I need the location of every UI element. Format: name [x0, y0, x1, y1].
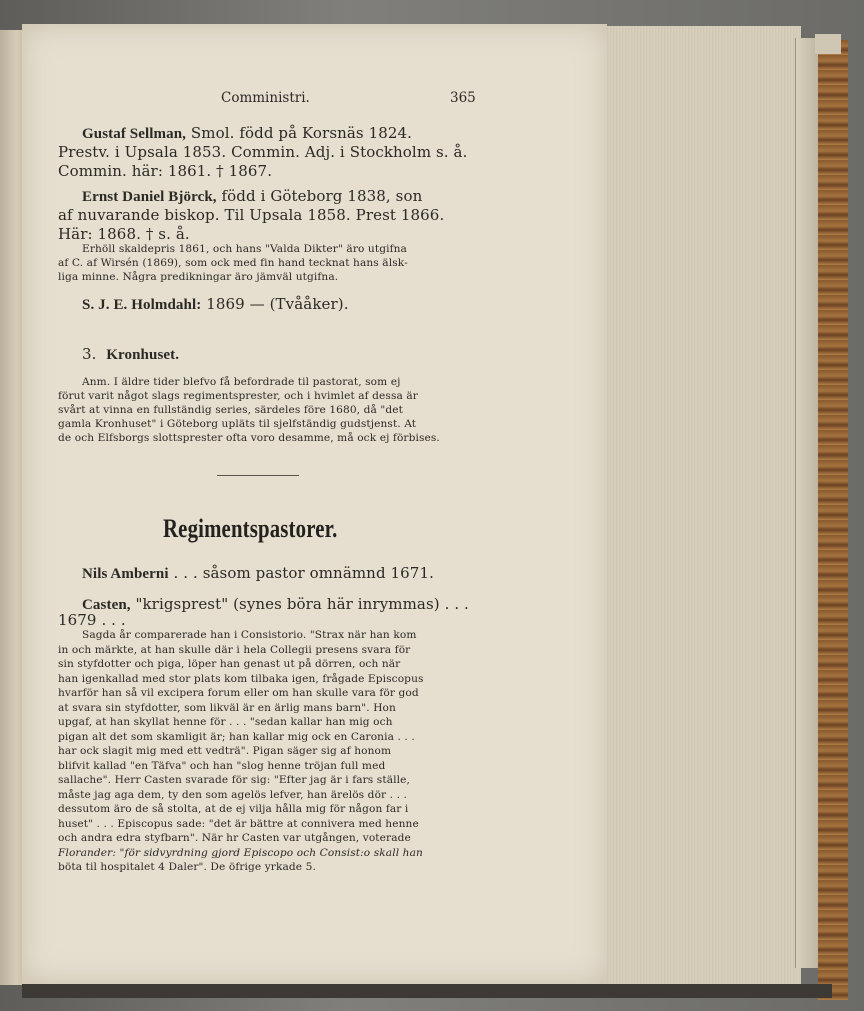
running-head-title: Comministri. [221, 90, 310, 106]
entry-bjorck-line-3: Här: 1868. † s. å. [58, 225, 190, 243]
anm-line-2: förut varit något slags regimentsprester, och i hvimlet af dessa är [58, 390, 418, 402]
story-line: at svara sin styfdotter, som likväl är en ärlig mans barn". Hon [58, 701, 396, 714]
note-line-2: af C. af Wirsén (1869), som ock med fin hand tecknat hans älsk- [58, 257, 408, 269]
section-kronhuset-heading: 3. Kronhuset. [82, 345, 180, 363]
section-title: Regimentspastorer. [163, 514, 338, 543]
anm-line-3: svårt at vinna en fullständig series, särdeles före 1680, då "det [58, 404, 403, 416]
pastor-casten: Casten, "krigsprest" (synes böra här inrymmas) . . . [82, 595, 469, 613]
page-number: 365 [450, 90, 476, 106]
story-line: har ock slagit mig med ett vedträ". Pigan säger sig af honom [58, 745, 392, 757]
entry-name: Ernst Daniel Björck, [82, 189, 217, 205]
marbled-cover-edge [818, 40, 848, 1000]
story-line: upgaf, at han skyllat henne för . . . "sedan kallar han mig och [58, 716, 393, 728]
pastor-name: Nils Amberni [82, 566, 169, 582]
entry-bjorck-line-2: af nuvarande biskop. Til Upsala 1858. Prest 1866. [58, 206, 445, 224]
story-line: böta til hospitalet 4 Daler". De öfrige yrkade 5. [58, 861, 316, 873]
pastor-name: Casten, [82, 597, 131, 613]
entry-name: S. J. E. Holmdahl: [82, 297, 202, 313]
story-line: dessutom äro de så stolta, at de ej vilja hålla mig för någon far i [58, 803, 409, 815]
page-block-edge [600, 26, 801, 984]
story-line: Sagda år compareradе han i Consistorio. "Strax när han kom [82, 629, 417, 641]
anm-line-4: gamla Kronhuset" i Göteborg upläts til sjelfständig gudstjenst. At [58, 418, 417, 430]
book-board-bottom [22, 984, 832, 998]
story-line: hvarför han så vil excipera forum eller om han skulle vara för god [58, 687, 419, 699]
entry-holmdahl: S. J. E. Holmdahl: 1869 — (Tvååker). [82, 295, 349, 313]
story-line: pigan alt det som skamligit är; han kallar mig ock en Caronia . . . [58, 730, 415, 743]
anm-line-1: Anm. I äldre tider blefvo få befordrade til pastorat, som ej [82, 376, 401, 388]
entry-sellman-line-1: Gustaf Sellman, Smol. född på Korsnäs 1824. [82, 124, 413, 142]
entry-sellman-line-2: Prestv. i Upsala 1853. Commin. Adj. i Stockholm s. å. [58, 143, 468, 161]
story-line: huset" . . . Episcopus sade: "det är bättre at connivera med henne [58, 817, 419, 830]
pastor-casten-cont: 1679 . . . [58, 611, 126, 629]
section-divider [217, 475, 299, 476]
story-line: Florander: "för sidvyrdning gjord Episcopo och Consist:o skall han [58, 846, 423, 859]
note-line-1: Erhöll skaldepris 1861, och hans "Valda Dikter" äro utgifna [82, 243, 407, 255]
note-line-3: liga minne. Några predikningar äro jämväl utgifna. [58, 271, 339, 283]
story-line: sallache". Herr Casten svarade för sig: "Efter jag är i fars ställe, [58, 774, 410, 786]
pastor-amberni: Nils Amberni . . . såsom pastor omnämnd 1671. [82, 564, 434, 582]
story-line: blifvit kallad "en Täfva" och han "slog henne tröjan full med [58, 759, 386, 772]
story-line: han igenkallad med stor plats kom tilbaka igen, frågade Episcopus [58, 672, 424, 685]
cover-corner [815, 34, 841, 54]
entry-bjorck-line-1: Ernst Daniel Björck, född i Göteborg 1838, son [82, 187, 423, 205]
entry-sellman-line-3: Commin. här: 1861. † 1867. [58, 162, 273, 180]
story-line: sin styfdotter och piga, löper han genast ut på dörren, och när [58, 658, 401, 670]
entry-name: Gustaf Sellman, [82, 126, 187, 142]
story-line: och andra edra styfbarn". När hr Casten var utgången, voterade [58, 832, 411, 844]
anm-line-5: de och Elfsborgs slottsprester ofta voro desamme, må ock ej förbises. [58, 432, 440, 444]
story-line: in och märkte, at han skulle där i hela Collegii presens svara för [58, 643, 411, 656]
story-line: måste jag aga dem, ty den som agelös lefver, han ärelös dör . . . [58, 788, 408, 801]
